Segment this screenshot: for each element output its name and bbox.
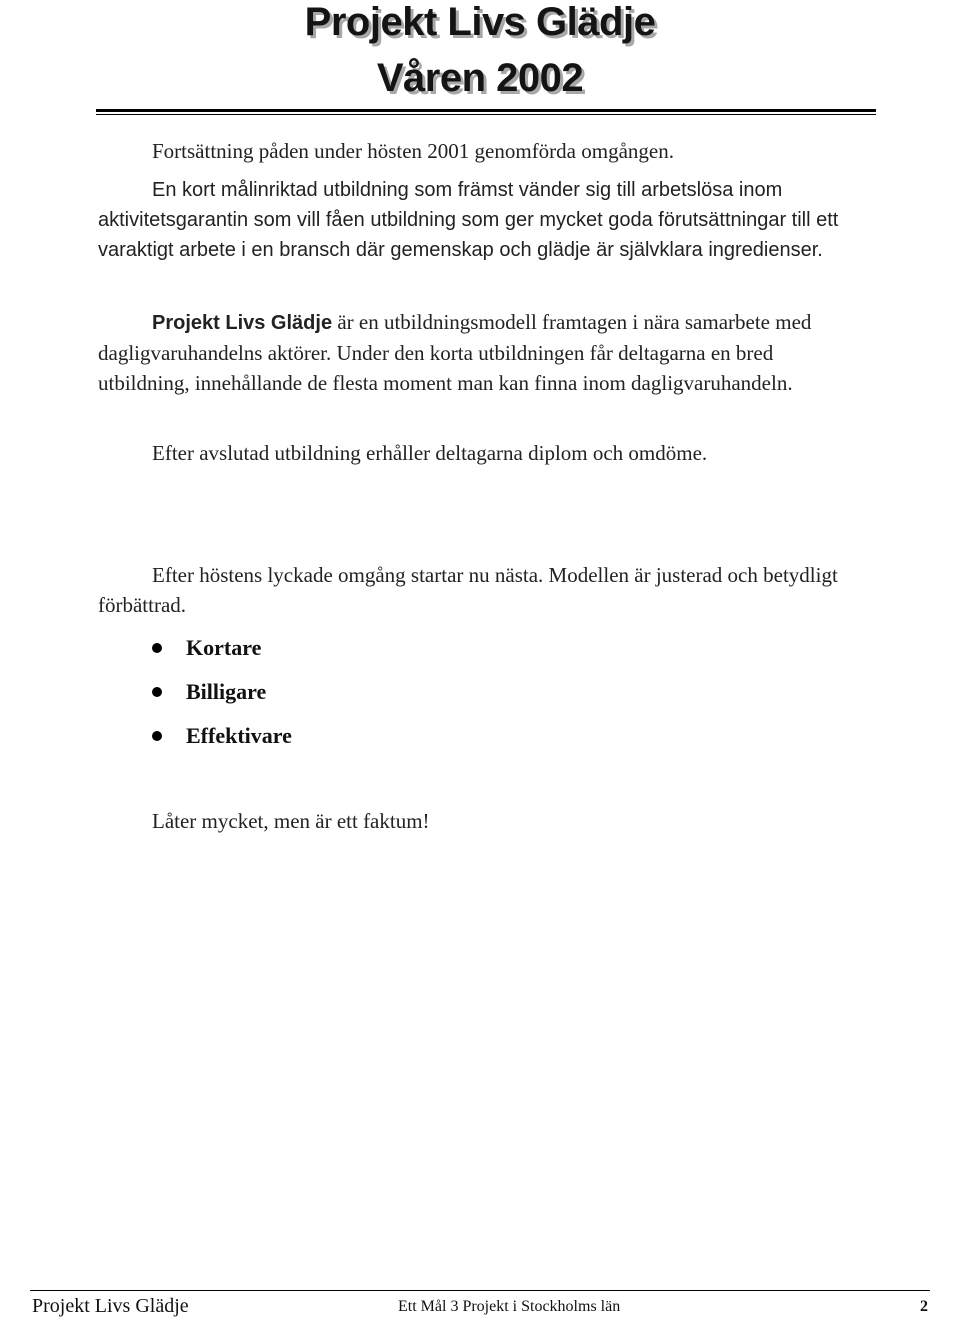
list-item <box>152 633 292 677</box>
next-round-paragraph: Efter höstens lyckade omgång startar nu nästa. Modellen är justerad och betydligt förbättrad. <box>98 563 838 617</box>
page-title: Projekt Livs Glädje <box>304 0 656 44</box>
title-rule-thick <box>96 109 876 112</box>
page-subtitle: Våren 2002 <box>376 56 584 100</box>
model-paragraph-text: är en utbildningsmodell framtagen i nära samarbete med dagligvaruhandelns aktörer. Under den korta utbildningen får deltagarna en bred utbildning, innehållande de flesta moment man kan finna inom dagligvaruhandeln. <box>98 310 812 395</box>
description-paragraph: En kort målinriktad utbildning som främst vänder sig till arbetslösa inom aktivitetsgarantin som vill fåen utbildning som ger mycket goda förutsättningar till ett varaktigt arbete i en bransch där gemenskap och glädje är självklara ingredienser. <box>98 179 839 261</box>
list-item-label: Effektivare <box>186 723 292 748</box>
list-item <box>152 677 292 721</box>
list-item-label: Billigare <box>186 679 267 704</box>
footer-project-name: Projekt Livs Glädje <box>32 1295 189 1317</box>
footer-caption: Ett Mål 3 Projekt i Stockholms län <box>398 1298 621 1315</box>
model-paragraph <box>98 307 868 398</box>
closing-paragraph: Låter mycket, men är ett faktum! <box>152 809 430 833</box>
footer-divider <box>30 1290 930 1291</box>
bullet-icon <box>152 687 162 697</box>
bullet-icon <box>152 731 162 741</box>
list-item <box>152 721 292 765</box>
benefits-list <box>152 633 292 765</box>
page-number: 2 <box>920 1298 928 1315</box>
diploma-paragraph: Efter avslutad utbildning erhåller deltagarna diplom och omdöme. <box>152 441 708 465</box>
list-item-label: Kortare <box>186 635 262 660</box>
project-name-lead: Projekt Livs Glädje <box>152 312 333 334</box>
bullet-icon <box>152 643 162 653</box>
title-rule-thin <box>96 114 876 115</box>
intro-paragraph: Fortsättning påden under hösten 2001 genomförda omgången. <box>152 139 674 163</box>
